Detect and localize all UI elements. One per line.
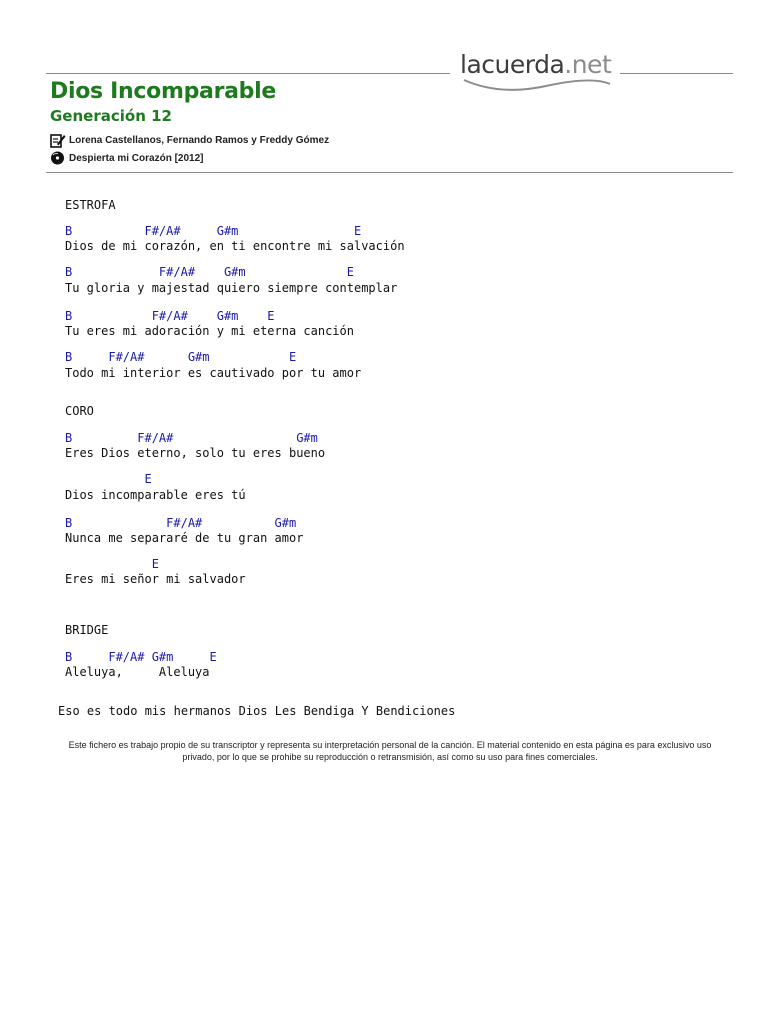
- chord-line[interactable]: B F#/A# G#m E: [65, 350, 297, 364]
- artist-link[interactable]: Generación 12: [50, 107, 172, 125]
- edit-pencil-icon: [50, 133, 66, 148]
- chord-line[interactable]: B F#/A# G#m E: [65, 224, 362, 238]
- chord-line[interactable]: B F#/A# G#m: [65, 431, 318, 445]
- lyric-line: Tu gloria y majestad quiero siempre contemplar: [65, 281, 398, 295]
- album-text[interactable]: Despierta mi Corazón [2012]: [69, 152, 204, 164]
- chord-line[interactable]: B F#/A# G#m E: [65, 265, 354, 279]
- header-rule-left: [46, 73, 450, 74]
- site-logo[interactable]: [460, 50, 611, 79]
- logo-tld: .net: [564, 50, 612, 79]
- lyric-line: Eres mi señor mi salvador: [65, 572, 246, 586]
- lyric-line: Nunca me separaré de tu gran amor: [65, 531, 304, 545]
- chord-line[interactable]: B F#/A# G#m: [65, 516, 297, 530]
- authors-text: Lorena Castellanos, Fernando Ramos y Freddy Gómez: [69, 135, 330, 146]
- song-title: Dios Incomparable: [50, 79, 276, 104]
- disc-icon: [50, 151, 66, 165]
- chord-line[interactable]: E: [65, 472, 152, 486]
- lyric-line: Tu eres mi adoración y mi eterna canción: [65, 324, 354, 338]
- lyric-line: Dios de mi corazón, en ti encontre mi salvación: [65, 239, 405, 253]
- header-rule-bottom: [46, 172, 733, 173]
- chord-line[interactable]: B F#/A# G#m E: [65, 650, 217, 664]
- logo-main: lacuerda: [460, 50, 565, 79]
- authors-row: [50, 133, 329, 148]
- chord-line[interactable]: E: [65, 557, 159, 571]
- section-label: CORO: [65, 404, 94, 418]
- section-label: ESTROFA: [65, 198, 116, 212]
- section-label: BRIDGE: [65, 623, 109, 637]
- closing-note: Eso es todo mis hermanos Dios Les Bendiga Y Bendiciones: [58, 704, 456, 718]
- chord-line[interactable]: B F#/A# G#m E: [65, 309, 275, 323]
- lyric-line: Aleluya, Aleluya: [65, 665, 210, 679]
- logo-swoosh-icon: [460, 50, 620, 94]
- header-rule-right: [620, 73, 733, 74]
- copyright-disclaimer: Este fichero es trabajo propio de su transcriptor y representa su interpretación personal de la canción. El material contenido en esta página es para exclusivo uso privado, por lo que se prohibe su reproducción o retransmisión, así como su uso para fines comerciales.: [68, 740, 712, 762]
- lyric-line: Todo mi interior es cautivado por tu amor: [65, 366, 362, 380]
- album-row: [50, 151, 204, 165]
- lyric-line: Dios incomparable eres tú: [65, 488, 246, 502]
- lyric-line: Eres Dios eterno, solo tu eres bueno: [65, 446, 326, 460]
